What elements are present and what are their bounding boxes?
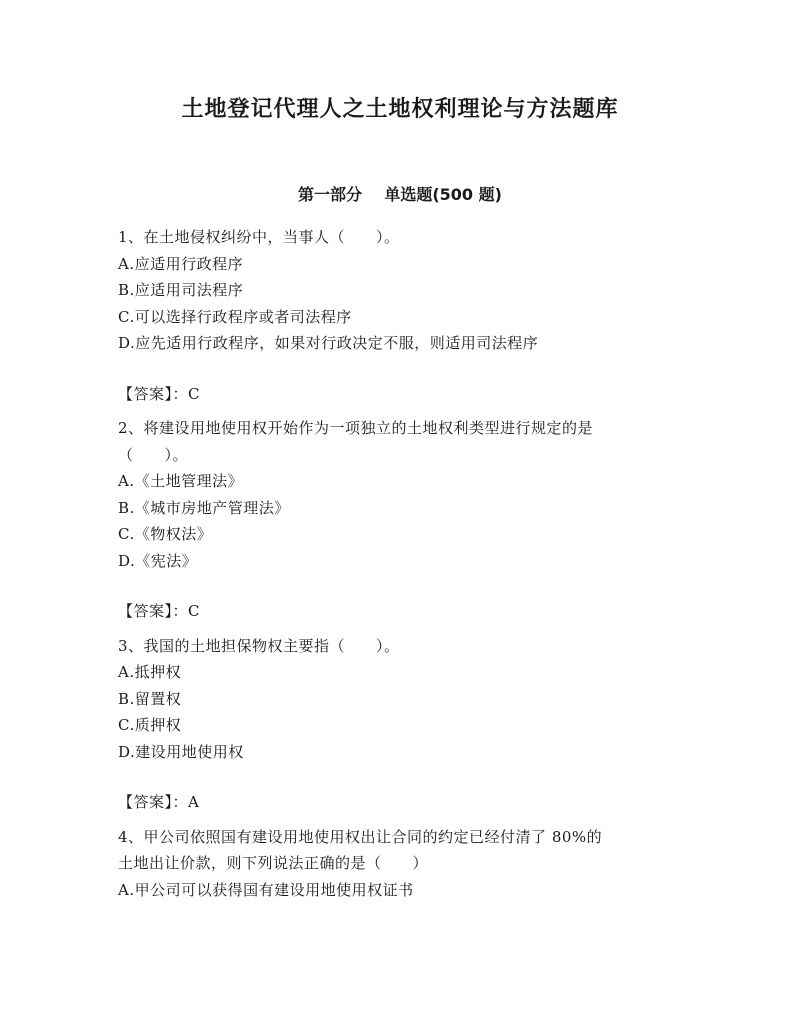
section-title: 第一部分 单选题(500 题): [298, 185, 502, 204]
option-a: A.甲公司可以获得国有建设用地使用权证书: [118, 880, 414, 899]
question-stem: 1、在土地侵权纠纷中，当事人（ ）。: [118, 228, 400, 246]
option-b: B.《城市房地产管理法》: [118, 498, 290, 517]
question-2: [118, 415, 698, 625]
question-4: [118, 824, 698, 904]
document-title: 土地登记代理人之土地权利理论与方法题库: [181, 97, 619, 122]
option-a: A.抵押权: [118, 663, 182, 681]
answer-label: 【答案】：A: [118, 793, 200, 811]
question-3: [118, 633, 698, 816]
question-1: [118, 224, 698, 407]
option-a: A.《土地管理法》: [118, 472, 244, 490]
option-d: D.建设用地使用权: [118, 742, 244, 761]
option-d: D.应先适用行政程序，如果对行政决定不服，则适用司法程序: [118, 334, 539, 352]
answer-label: 【答案】：C: [118, 602, 200, 620]
answer-label: 【答案】：C: [118, 384, 200, 403]
option-a: A.应适用行政程序: [118, 254, 244, 273]
option-c: C.质押权: [118, 716, 182, 734]
question-stem: 3、我国的土地担保物权主要指（ ）。: [118, 636, 400, 655]
question-stem: 2、将建设用地使用权开始作为一项独立的土地权利类型进行规定的是: [118, 419, 594, 437]
option-b: B.应适用司法程序: [118, 281, 244, 299]
question-list: [118, 224, 698, 903]
option-b: B.留置权: [118, 689, 182, 708]
question-stem-continued: 土地出让价款，则下列说法正确的是（ ）: [118, 854, 429, 872]
question-stem: 4、甲公司依照国有建设用地使用权出让合同的约定已经付清了 80%的: [118, 827, 603, 846]
option-c: C.可以选择行政程序或者司法程序: [118, 307, 352, 326]
option-d: D.《宪法》: [118, 551, 198, 570]
option-c: C.《物权法》: [118, 525, 213, 543]
question-stem-continued: （ ）。: [118, 445, 189, 464]
